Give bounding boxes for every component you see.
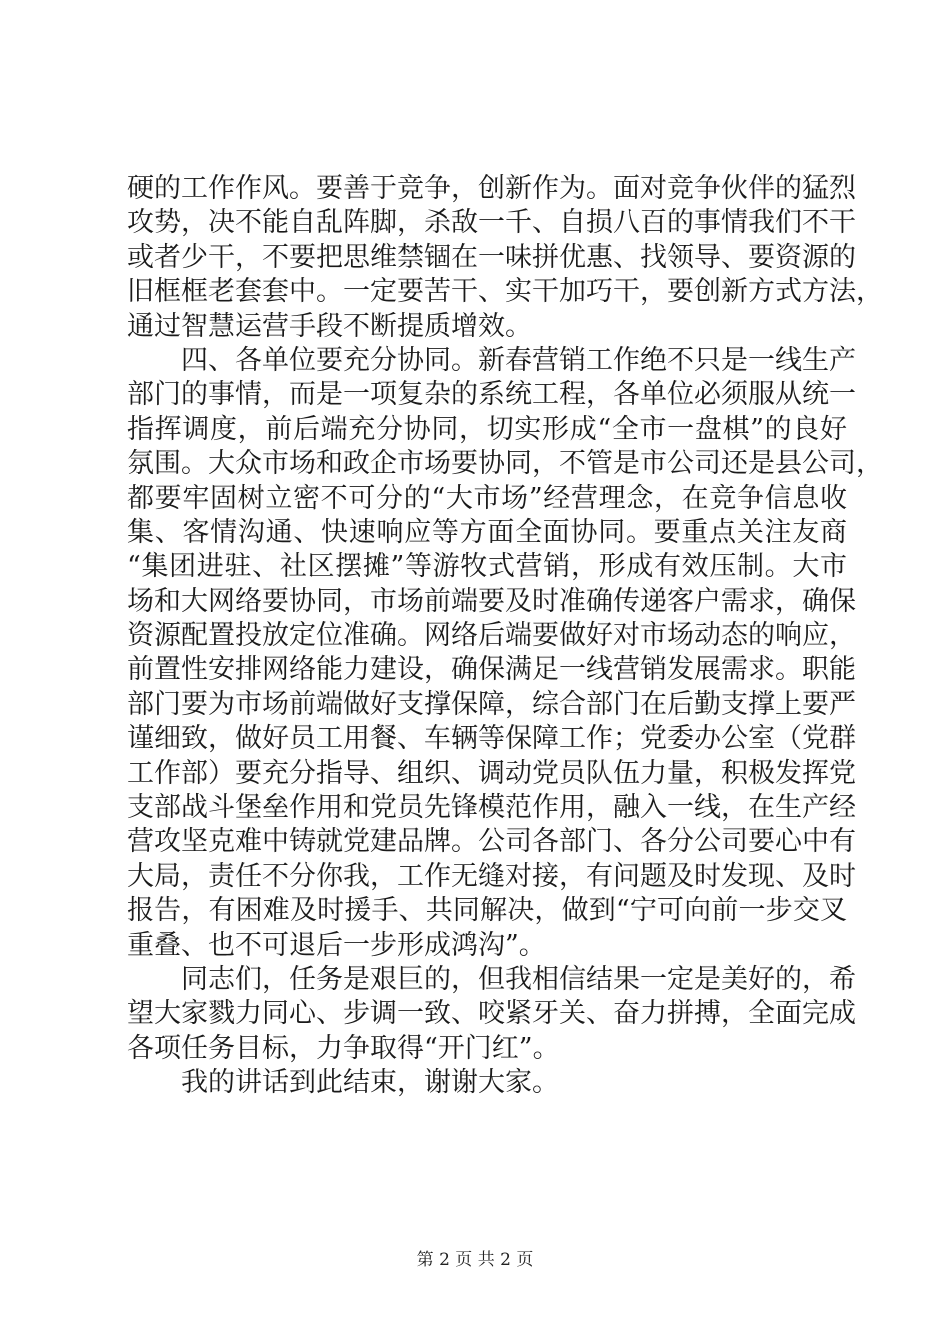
text-line: 或者少干，不要把思维禁锢在一味拼优惠、找领导、要资源的: [127, 241, 856, 273]
text-line: 前置性安排网络能力建设，确保满足一线营销发展需求。职能: [127, 654, 856, 686]
text-line: 资源配置投放定位准确。网络后端要做好对市场动态的响应，: [127, 620, 856, 652]
text-line: 大局，责任不分你我，工作无缝对接，有问题及时发现、及时: [127, 860, 856, 892]
text-line: 报告，有困难及时援手、共同解决，做到“宁可向前一步交叉: [127, 895, 847, 927]
paragraph-start-line: 四、各单位要充分协同。新春营销工作绝不只是一线生产: [181, 344, 856, 376]
text-line: 通过智慧运营手段不断提质增效。: [127, 310, 532, 342]
text-line: 硬的工作作风。要善于竞争，创新作为。面对竞争伙伴的猛烈: [127, 173, 856, 204]
text-line: 工作部）要充分指导、组织、调动党员队伍力量，积极发挥党: [127, 757, 856, 789]
text-line: 指挥调度，前后端充分协同，切实形成“全市一盘棋”的良好: [127, 413, 847, 445]
text-line: 谨细致，做好员工用餐、车辆等保障工作；党委办公室（党群: [127, 723, 856, 755]
text-line: 部门的事情，而是一项复杂的系统工程，各单位必须服从统一: [127, 379, 856, 411]
text-line: 部门要为市场前端做好支撑保障，综合部门在后勤支撑上要严: [127, 688, 856, 720]
text-line: 重叠、也不可退后一步形成鸿沟”。: [127, 929, 546, 961]
text-line: 营攻坚克难中铸就党建品牌。公司各部门、各分公司要心中有: [127, 826, 856, 858]
text-line: 支部战斗堡垒作用和党员先锋模范作用，融入一线，在生产经: [127, 792, 856, 824]
paragraph-start-line: 同志们，任务是艰巨的，但我相信结果一定是美好的，希: [181, 963, 856, 995]
paragraph-start-line: 我的讲话到此结束，谢谢大家。: [181, 1067, 559, 1099]
page-number-footer: 第 2 页 共 2 页: [416, 1250, 534, 1270]
text-line: 旧框框老套套中。一定要苦干、实干加巧干，要创新方式方法，: [127, 276, 883, 308]
text-line: 望大家戮力同心、步调一致、咬紧牙关、奋力拼搏，全面完成: [127, 998, 856, 1030]
text-line: 攻势，决不能自乱阵脚，杀敌一千、自损八百的事情我们不干: [127, 207, 856, 239]
text-line: 各项任务目标，力争取得“开门红”。: [127, 1032, 560, 1064]
document-body: [127, 172, 883, 1101]
text-line: 集、客情沟通、快速响应等方面全面协同。要重点关注友商: [127, 516, 847, 548]
text-line: 氛围。大众市场和政企市场要协同，不管是市公司还是县公司，: [127, 448, 883, 480]
text-line: 都要牢固树立密不可分的“大市场”经营理念，在竞争信息收: [127, 482, 847, 514]
text-line: “集团进驻、社区摆摊”等游牧式营销，形成有效压制。大市: [127, 551, 847, 583]
text-line: 场和大网络要协同，市场前端要及时准确传递客户需求，确保: [127, 585, 856, 617]
